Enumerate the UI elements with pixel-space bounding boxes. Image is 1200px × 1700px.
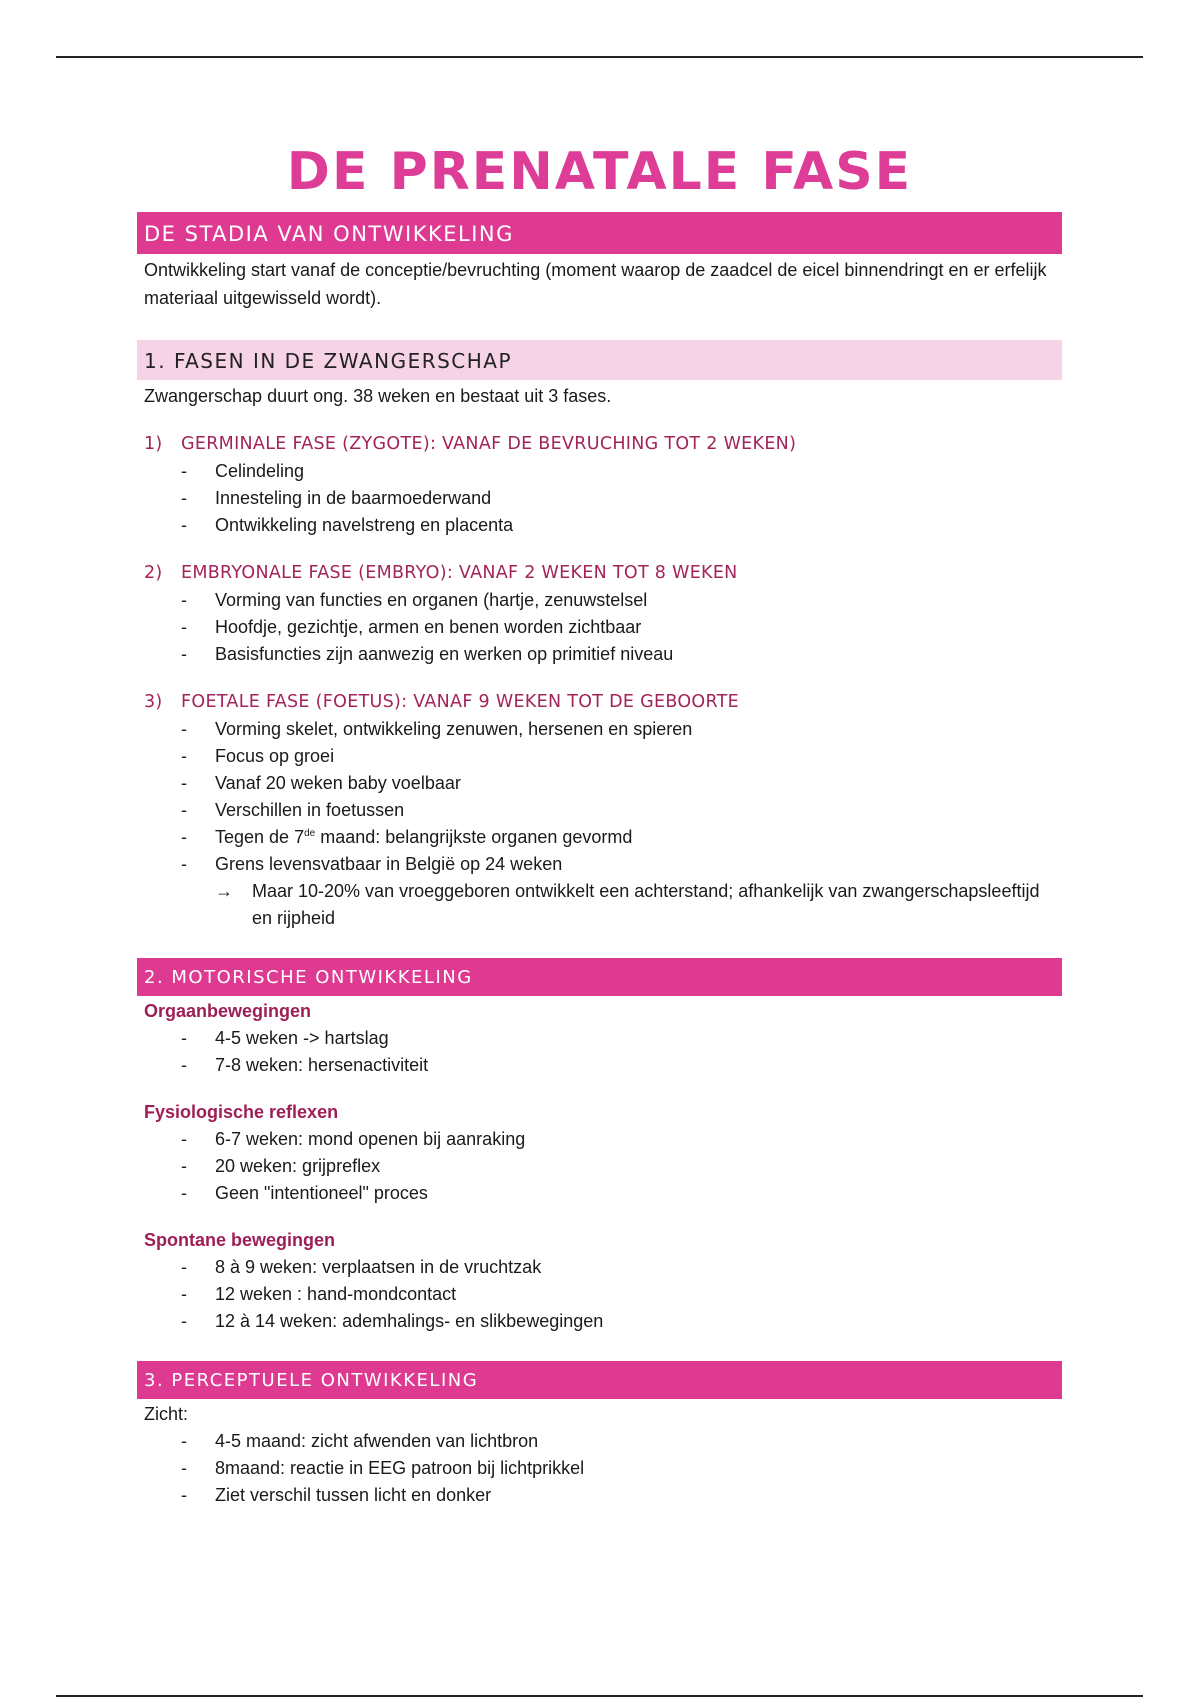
page-title: DE PRENATALE FASE — [286, 142, 913, 202]
list-item: - Vorming van functies en organen (hartje, zenuwstelsel — [137, 587, 1062, 614]
phase-number: 1) — [144, 434, 163, 454]
list-item-month — [137, 824, 1062, 851]
list-item: - 12 à 14 weken: ademhalings- en slikbewegingen — [137, 1308, 1062, 1335]
list-item: - Hoofdje, gezichtje, armen en benen worden zichtbaar — [137, 614, 1062, 641]
list-orgaanbewegingen — [137, 1025, 1062, 1079]
phase-title-foetale — [137, 688, 1062, 716]
list-item: - Ziet verschil tussen licht en donker — [137, 1482, 1062, 1509]
list-item: - Basisfuncties zijn aanwezig en werken op primitief niveau — [137, 641, 1062, 668]
section-header-fasen: 1. FASEN IN DE ZWANGERSCHAP — [137, 340, 1062, 380]
subheading-zicht: Zicht: — [144, 1404, 189, 1424]
document-body — [137, 140, 1062, 1509]
month-text-prefix: Tegen de 7 — [215, 827, 305, 847]
list-item: - 4-5 weken -> hartslag — [137, 1025, 1062, 1052]
section-header-motorische: 2. MOTORISCHE ONTWIKKELING — [137, 958, 1062, 996]
list-item: - 8 à 9 weken: verplaatsen in de vruchtzak — [137, 1254, 1062, 1281]
list-item: - 6-7 weken: mond openen bij aanraking — [137, 1126, 1062, 1153]
list-item: - 8maand: reactie in EEG patroon bij lichtprikkel — [137, 1455, 1062, 1482]
list-item: - 20 weken: grijpreflex — [137, 1153, 1062, 1180]
intro-paragraph: Ontwikkeling start vanaf de conceptie/bevruchting (moment waarop de zaadcel de eicel binnendringt en er erfelijk materiaal uitgewisseld wordt). — [144, 260, 1047, 308]
phase-number: 2) — [144, 563, 163, 583]
list-item: - Verschillen in foetussen — [137, 797, 1062, 824]
list-item: - Vanaf 20 weken baby voelbaar — [137, 770, 1062, 797]
month-text-suffix: maand: belangrijkste organen gevormd — [315, 827, 633, 847]
list-item: - Celindeling — [137, 458, 1062, 485]
subheading-orgaanbewegingen: Orgaanbewegingen — [144, 1001, 312, 1021]
phase-title-text: GERMINALE FASE (ZYGOTE): VANAF DE BEVRUCHING TOT 2 WEKEN) — [181, 434, 797, 454]
phase-list-embryonale — [137, 587, 1062, 668]
phase-list-foetale — [137, 716, 1062, 932]
top-rule — [56, 56, 1143, 58]
bottom-rule — [56, 1695, 1143, 1697]
phase-title-germinale — [137, 430, 1062, 458]
section-header-perceptuele: 3. PERCEPTUELE ONTWIKKELING — [137, 1361, 1062, 1399]
list-fysiologische-reflexen — [137, 1126, 1062, 1207]
list-item: - Vorming skelet, ontwikkeling zenuwen, hersenen en spieren — [137, 716, 1062, 743]
list-zicht — [137, 1428, 1062, 1509]
list-item: - 7-8 weken: hersenactiviteit — [137, 1052, 1062, 1079]
list-item: - Geen "intentioneel" proces — [137, 1180, 1062, 1207]
list-item: - 4-5 maand: zicht afwenden van lichtbron — [137, 1428, 1062, 1455]
phase-title-text: EMBRYONALE FASE (EMBRYO): VANAF 2 WEKEN TOT 8 WEKEN — [181, 563, 738, 583]
list-item: - Innesteling in de baarmoederwand — [137, 485, 1062, 512]
list-item: - Grens levensvatbaar in België op 24 weken — [137, 851, 1062, 878]
month-superscript: de — [304, 828, 316, 839]
phase-list-germinale — [137, 458, 1062, 539]
phase-number: 3) — [144, 692, 163, 712]
section-header-stadia: DE STADIA VAN ONTWIKKELING — [137, 212, 1062, 254]
subheading-spontane-bewegingen: Spontane bewegingen — [144, 1230, 336, 1250]
list-item: - 12 weken : hand-mondcontact — [137, 1281, 1062, 1308]
list-spontane-bewegingen — [137, 1254, 1062, 1335]
section-1-intro: Zwangerschap duurt ong. 38 weken en bestaat uit 3 fases. — [144, 386, 612, 406]
list-item: - Ontwikkeling navelstreng en placenta — [137, 512, 1062, 539]
phase-title-embryonale — [137, 559, 1062, 587]
list-item: - Focus op groei — [137, 743, 1062, 770]
subheading-fysiologische-reflexen: Fysiologische reflexen — [144, 1102, 339, 1122]
arrow-note: → Maar 10-20% van vroeggeboren ontwikkelt een achterstand; afhankelijk van zwangerschapsleeftijd en rijpheid — [137, 878, 1062, 932]
phase-title-text: FOETALE FASE (FOETUS): VANAF 9 WEKEN TOT DE GEBOORTE — [181, 692, 740, 712]
